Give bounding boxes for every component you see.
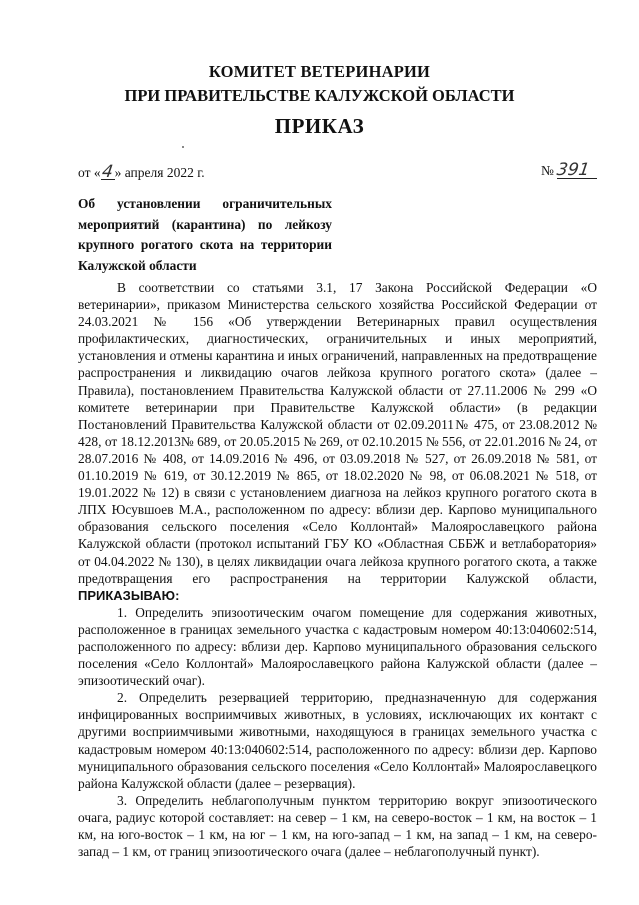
order-number [541,160,597,180]
date-day-handwritten: 4 [100,162,115,182]
order-body [78,279,597,860]
number-handwritten: 391 [555,160,592,180]
number-value [555,160,597,180]
order-item-2: 2. Определить резервацией территорию, предназначенную для содержания инфицированных восприимчивых животных, в условиях, исключающих их контакт с другими восприимчивыми животными, находящуюся в границах земельного участка с кадастровым номером 40:13:040602:514, расположенного по адресу: вблизи дер. Карпово муниципального образования сельского поселения «Село Коллонтай» Малоярославецкого района Калужской области (далее – резервация). [78,690,597,791]
date-day [100,162,115,182]
preamble-text: В соответствии со статьями 3.1, 17 Закона Российской Федерации «О ветеринарии», приказом Министерства сельского хозяйства Российской Федерации от 24.03.2021 № 156 «Об утверждении Ветеринарных правил осуществления профилактических, диагностических, ограничительных и иных мероприятий, установления и отмены карантина и иных ограничений, направленных на предотвращение распространения и ликвидацию очагов лейкоза крупного рогатого скота» (далее – Правила), постановлением Правительства Калужской области от 27.11.2006 № 299 «О комитете ветеринарии при Правительстве Калужской области» (в редакции Постановлений Правительства Калужской области от 02.09.2011№ 475, от 23.08.2012 № 428, от 18.12.2013№ 689, от 20.05.2015 № 269, от 02.10.2015 № 556, от 22.01.2016 № 24, от 28.07.2016 № 408, от 14.09.2016 № 496, от 03.09.2018 № 527, от 26.09.2018 № 581, от 01.10.2019 № 619, от 30.12.2019 № 865, от 18.02.2020 № 98, от 06.08.2021 № 518, от 19.01.2022 № 12) в связи с установлением диагноза на лейкоз крупного рогатого скота в ЛПХ Юсувшоев М.А., расположенном по адресу: вблизи дер. Карпово муниципального образования сельского поселения «Село Коллонтай» Малоярославецкого района Калужской области (протокол испытаний ГБУ КО «Областная СББЖ и ветлаборатория» от 04.04.2022 № 130), в целях ликвидации очага лейкоза крупного рогатого скота, а также предотвращения его распространения на территории Калужской области, [78,280,597,586]
committee-name: КОМИТЕТ ВЕТЕРИНАРИИ [208,62,431,81]
scan-speck [182,146,184,148]
order-item-3: 3. Определить неблагополучным пунктом территорию вокруг эпизоотического очага, радиус которой составляет: на север – 1 км, на северо-восток – 1 км, на восток – 1 км, на юго-восток – 1 км, на юг – 1 км, на юго-запад – 1 км, на запад – 1 км, на северо-запад – 1 км, от границ эпизоотического очага (далее – неблагополучный пункт). [78,792,597,860]
order-item-1: 1. Определить эпизоотическим очагом помещение для содержания животных, расположенное в границах земельного участка с кадастровым номером 40:13:040602:514, расположенного по адресу: вблизи дер. Карпово муниципального образования сельского поселения «Село Коллонтай» Малоярославецкого района Калужской области (далее – эпизоотический очаг). [78,604,597,689]
committee-affiliation: ПРИ ПРАВИТЕЛЬСТВЕ КАЛУЖСКОЙ ОБЛАСТИ [124,86,515,105]
document-type-title: ПРИКАЗ [274,114,365,138]
order-date [78,162,205,182]
order-keyword: ПРИКАЗЫВАЮ: [78,587,180,603]
preamble-paragraph [78,279,597,604]
order-subject: Об установлении ограничительных мероприятий (карантина) по лейкозу крупного рогатого скота на территории Калужской области [78,196,332,273]
number-prefix: № [541,163,554,178]
date-suffix: » апреля 2022 г. [114,165,205,180]
date-prefix: от « [78,165,101,180]
